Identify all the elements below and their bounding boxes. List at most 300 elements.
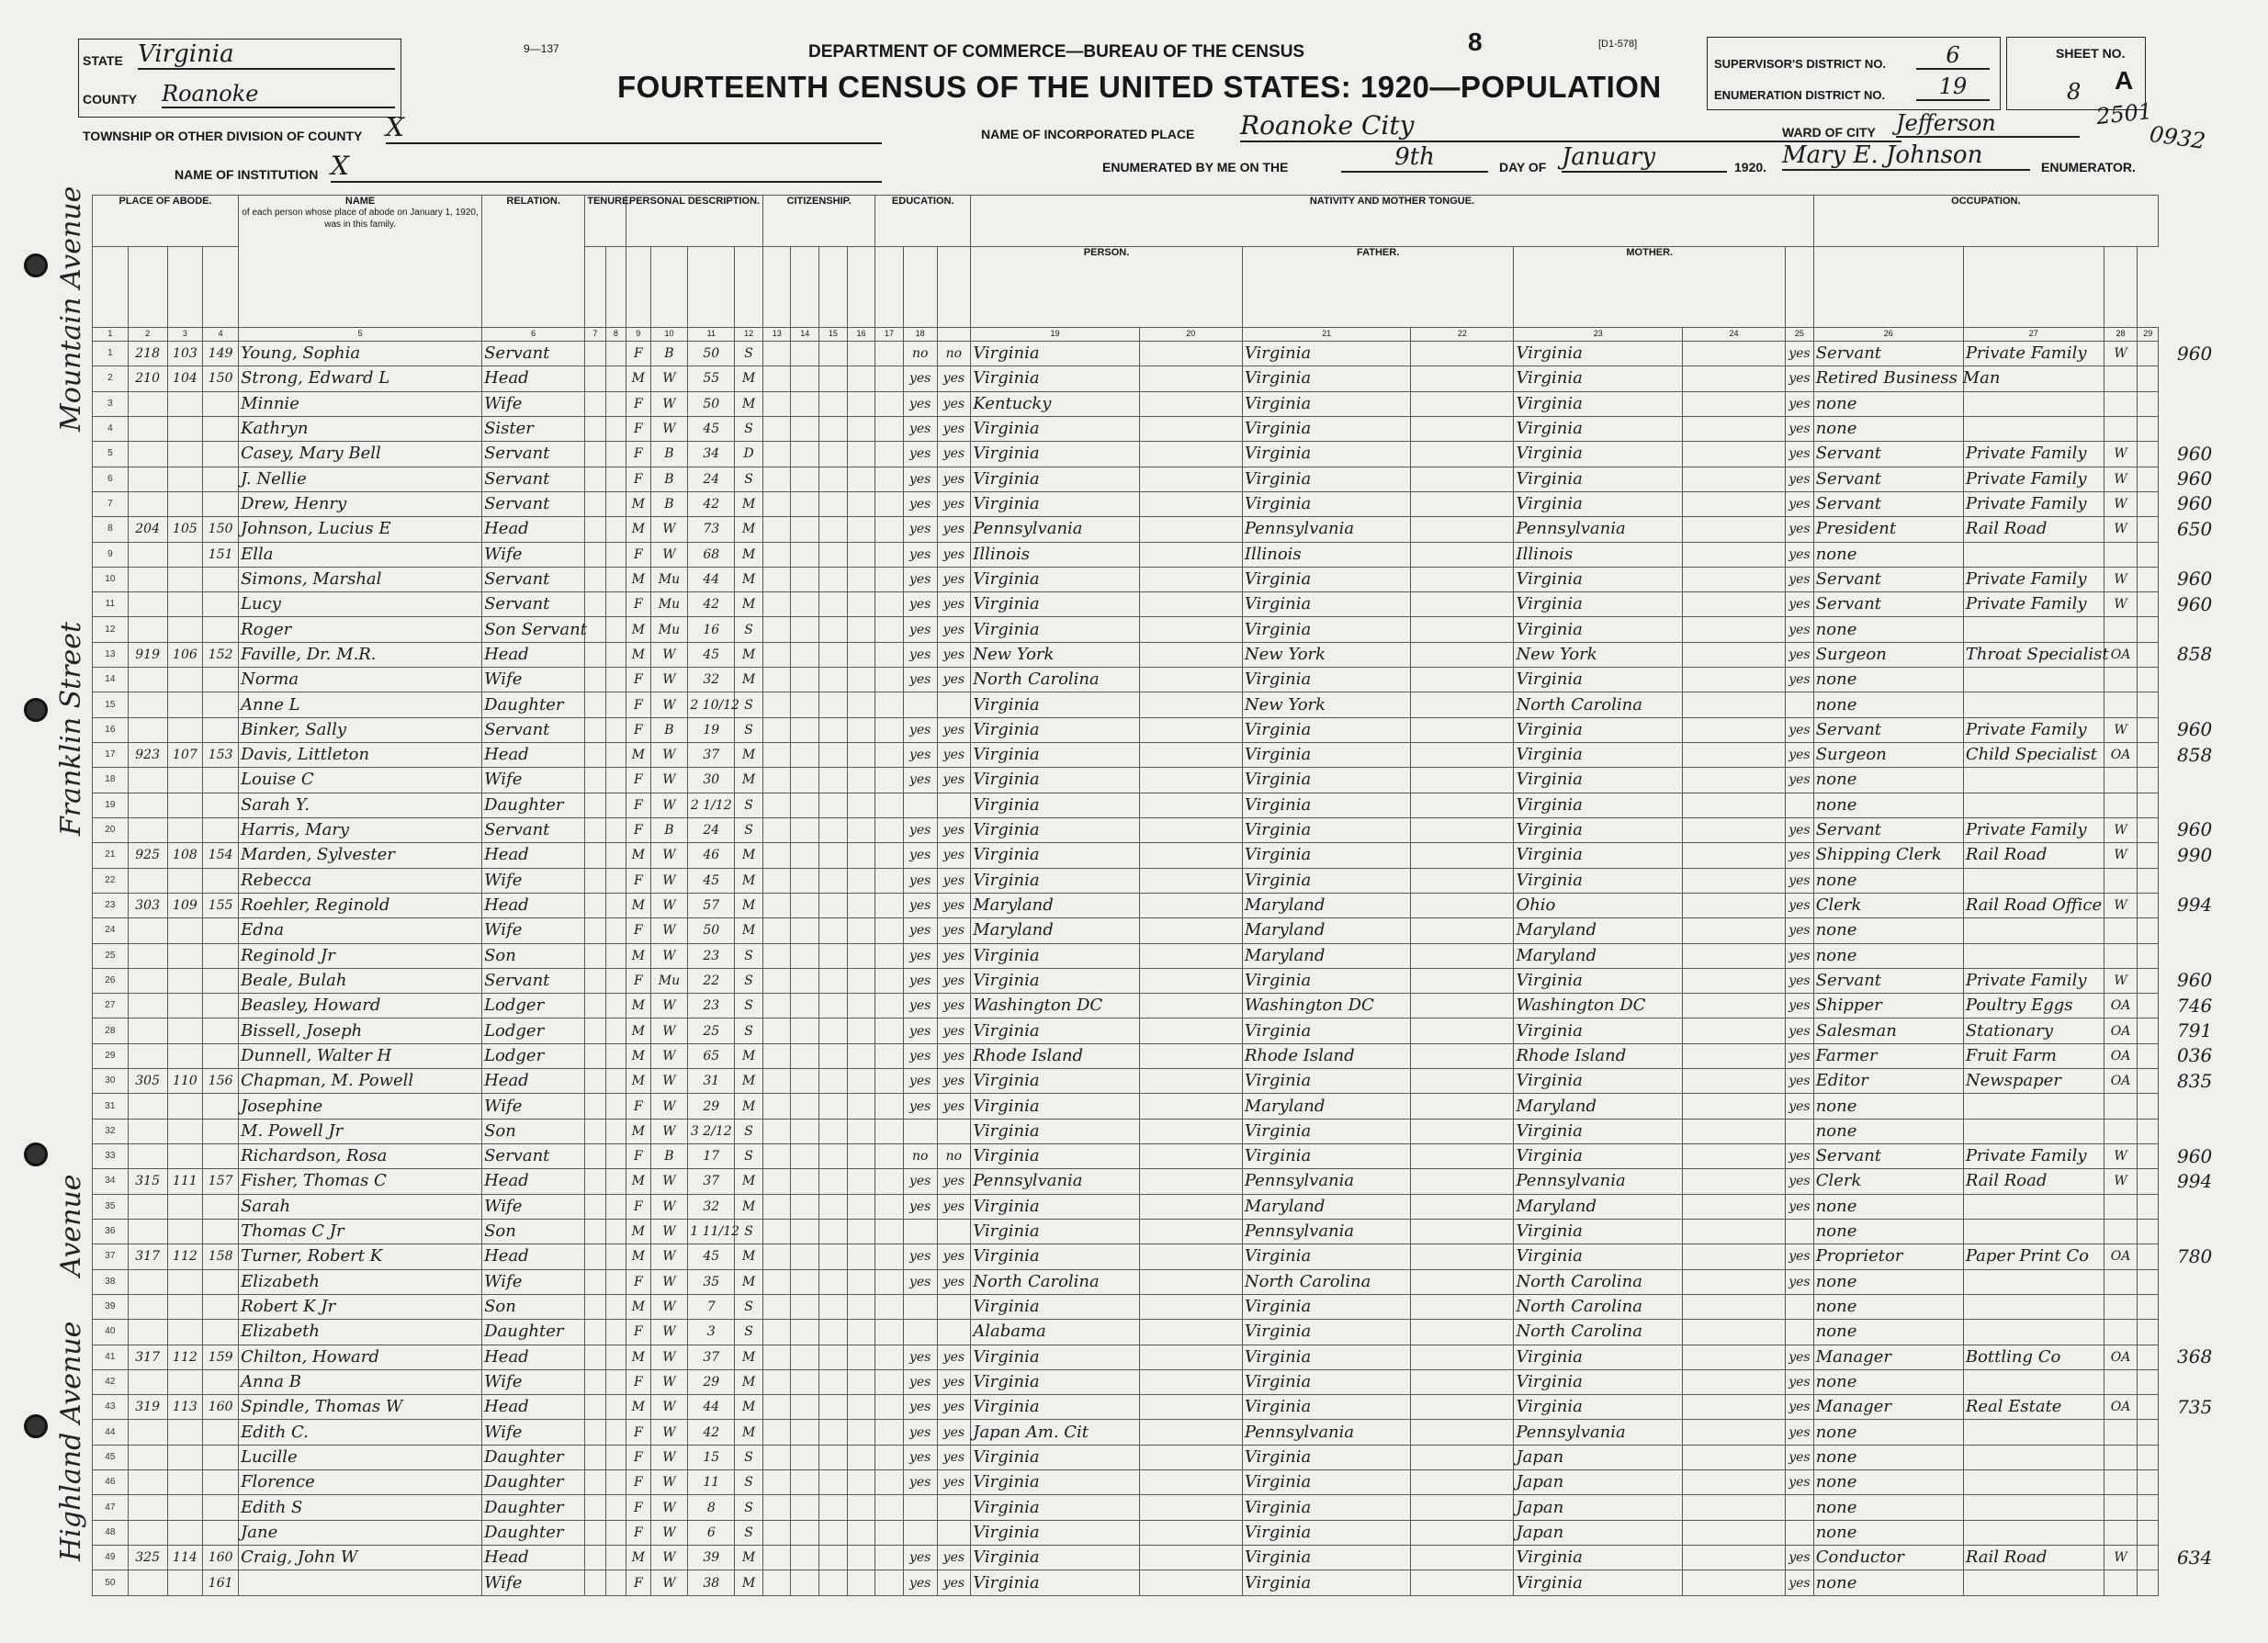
father-birthplace-cell: Virginia — [1242, 1345, 1410, 1369]
person-name-cell: Edith S — [239, 1495, 482, 1520]
can-write-cell: yes — [937, 1244, 971, 1269]
can-write-cell: yes — [937, 491, 971, 516]
street-number-cell: 925 — [128, 843, 167, 868]
line-number-cell: 5 — [93, 442, 129, 467]
person-name-cell: Kathryn — [239, 416, 482, 441]
industry-cell — [1963, 692, 2104, 717]
can-write-cell: yes — [937, 1345, 971, 1369]
birthplace-cell: Virginia — [971, 1495, 1139, 1520]
dwelling-number-cell — [167, 1194, 203, 1219]
mother-birthplace-cell: Virginia — [1514, 342, 1682, 366]
dwelling-number-cell: 107 — [167, 743, 203, 768]
marital-status-cell: M — [735, 868, 763, 893]
can-read-cell: no — [903, 1144, 937, 1169]
mother-birthplace-cell: Pennsylvania — [1514, 1420, 1682, 1445]
mother-birthplace-cell: North Carolina — [1514, 692, 1682, 717]
table-row — [93, 617, 2159, 642]
birthplace-cell: Virginia — [971, 717, 1139, 742]
mother-birthplace-cell: Japan — [1514, 1520, 1682, 1545]
family-number-cell — [203, 1043, 239, 1068]
sex-cell: F — [626, 391, 651, 416]
class-of-worker-cell: OA — [2104, 1069, 2138, 1094]
relation-cell: Head — [482, 743, 585, 768]
industry-cell: Private Family — [1963, 491, 2104, 516]
can-write-cell: no — [937, 1144, 971, 1169]
relation-cell: Head — [482, 893, 585, 917]
mother-birthplace-cell: Virginia — [1514, 817, 1682, 842]
mother-birthplace-cell: Ohio — [1514, 893, 1682, 917]
sex-cell: M — [626, 1018, 651, 1043]
age-cell: 37 — [688, 1169, 735, 1194]
day-of-label: DAY OF — [1499, 160, 1547, 174]
person-name-cell: Elizabeth — [239, 1320, 482, 1345]
relation-cell: Daughter — [482, 1320, 585, 1345]
trade-cell: none — [1813, 868, 1963, 893]
father-birthplace-cell: Virginia — [1242, 717, 1410, 742]
township-value: X — [386, 112, 882, 144]
can-write-cell: yes — [937, 717, 971, 742]
relation-cell: Wife — [482, 1269, 585, 1294]
can-read-cell — [903, 1495, 937, 1520]
person-name-cell: Roger — [239, 617, 482, 642]
table-row — [93, 391, 2159, 416]
occupation-code: 780 — [2177, 1244, 2213, 1267]
birthplace-cell: Virginia — [971, 1119, 1139, 1143]
speaks-english-cell: yes — [1786, 1570, 1814, 1596]
street-note-franklin: Franklin Street — [55, 621, 87, 836]
can-write-cell: yes — [937, 843, 971, 868]
class-of-worker-cell: W — [2104, 592, 2138, 617]
can-read-cell: yes — [903, 517, 937, 542]
can-read-cell: yes — [903, 1043, 937, 1068]
birthplace-cell: Virginia — [971, 1570, 1139, 1596]
relation-cell: Servant — [482, 567, 585, 591]
dwelling-number-cell: 112 — [167, 1345, 203, 1369]
can-write-cell: yes — [937, 817, 971, 842]
table-row — [93, 1470, 2159, 1495]
trade-cell: none — [1813, 1369, 1963, 1394]
race-cell: W — [650, 668, 688, 692]
family-number-cell — [203, 442, 239, 467]
speaks-english-cell: yes — [1786, 843, 1814, 868]
trade-cell: Servant — [1813, 717, 1963, 742]
class-of-worker-cell — [2104, 943, 2138, 968]
table-row — [93, 342, 2159, 366]
occupation-code: 735 — [2177, 1395, 2213, 1418]
can-write-cell: yes — [937, 1269, 971, 1294]
line-number-cell: 25 — [93, 943, 129, 968]
person-name-cell: Beasley, Howard — [239, 994, 482, 1018]
person-name-cell: Sarah Y. — [239, 793, 482, 817]
table-row — [93, 1119, 2159, 1143]
family-number-cell — [203, 617, 239, 642]
age-cell: 30 — [688, 768, 735, 793]
mother-birthplace-cell: Virginia — [1514, 968, 1682, 993]
marital-status-cell: M — [735, 1194, 763, 1219]
dwelling-number-cell: 111 — [167, 1169, 203, 1194]
sex-cell: M — [626, 1546, 651, 1570]
table-row — [93, 918, 2159, 943]
can-write-cell — [937, 793, 971, 817]
speaks-english-cell: yes — [1786, 668, 1814, 692]
street-number-cell — [128, 1369, 167, 1394]
person-name-cell: Young, Sophia — [239, 342, 482, 366]
birthplace-cell: Virginia — [971, 617, 1139, 642]
trade-cell: none — [1813, 1294, 1963, 1319]
age-cell: 25 — [688, 1018, 735, 1043]
family-number-cell — [203, 717, 239, 742]
trade-cell: Conductor — [1813, 1546, 1963, 1570]
sex-cell: F — [626, 918, 651, 943]
mother-birthplace-cell: Virginia — [1514, 1219, 1682, 1244]
mother-header: MOTHER. — [1514, 247, 1786, 328]
person-name-cell: Lucy — [239, 592, 482, 617]
can-write-cell: yes — [937, 1169, 971, 1194]
family-number-cell: 160 — [203, 1395, 239, 1420]
table-row — [93, 943, 2159, 968]
sex-cell: F — [626, 768, 651, 793]
class-of-worker-cell: OA — [2104, 1043, 2138, 1068]
supervisor-label: SUPERVISOR'S DISTRICT NO. — [1714, 57, 1887, 71]
trade-cell: Manager — [1813, 1345, 1963, 1369]
birthplace-cell: Virginia — [971, 692, 1139, 717]
table-row — [93, 592, 2159, 617]
family-number-cell — [203, 1369, 239, 1394]
family-number-cell — [203, 1470, 239, 1495]
father-birthplace-cell: Virginia — [1242, 416, 1410, 441]
industry-cell — [1963, 1219, 2104, 1244]
table-row — [93, 817, 2159, 842]
street-number-cell — [128, 442, 167, 467]
can-write-cell: yes — [937, 366, 971, 391]
table-row — [93, 968, 2159, 993]
sex-cell: M — [626, 491, 651, 516]
trade-cell: none — [1813, 1194, 1963, 1219]
marital-status-cell: M — [735, 1244, 763, 1269]
family-number-cell — [203, 968, 239, 993]
speaks-english-cell: yes — [1786, 743, 1814, 768]
street-number-cell — [128, 968, 167, 993]
street-number-cell — [128, 1320, 167, 1345]
family-number-cell — [203, 692, 239, 717]
sex-cell: F — [626, 592, 651, 617]
age-cell: 55 — [688, 366, 735, 391]
mother-birthplace-cell: Virginia — [1514, 1069, 1682, 1094]
marital-status-cell: S — [735, 692, 763, 717]
line-number-cell: 47 — [93, 1495, 129, 1520]
father-birthplace-cell: Virginia — [1242, 968, 1410, 993]
can-read-cell: yes — [903, 1269, 937, 1294]
speaks-english-cell: yes — [1786, 517, 1814, 542]
birthplace-cell: Virginia — [971, 491, 1139, 516]
age-cell: 37 — [688, 1345, 735, 1369]
sex-cell: F — [626, 467, 651, 491]
relation-cell: Wife — [482, 1420, 585, 1445]
dwelling-number-cell: 112 — [167, 1244, 203, 1269]
can-read-cell — [903, 692, 937, 717]
birthplace-cell: Virginia — [971, 868, 1139, 893]
race-cell: Mu — [650, 567, 688, 591]
dwelling-number-cell — [167, 668, 203, 692]
birthplace-cell: North Carolina — [971, 1269, 1139, 1294]
family-number-cell — [203, 1194, 239, 1219]
industry-cell — [1963, 1194, 2104, 1219]
person-name-cell: Fisher, Thomas C — [239, 1169, 482, 1194]
mother-birthplace-cell: Maryland — [1514, 1194, 1682, 1219]
race-cell: W — [650, 1320, 688, 1345]
marital-status-cell: M — [735, 1420, 763, 1445]
line-number-cell: 2 — [93, 366, 129, 391]
mother-birthplace-cell: Virginia — [1514, 442, 1682, 467]
marital-status-cell: S — [735, 342, 763, 366]
street-number-cell — [128, 1470, 167, 1495]
line-number-cell: 34 — [93, 1169, 129, 1194]
street-number-cell — [128, 943, 167, 968]
dwelling-number-cell — [167, 1294, 203, 1319]
father-birthplace-cell: New York — [1242, 692, 1410, 717]
relation-cell: Servant — [482, 491, 585, 516]
age-cell: 39 — [688, 1546, 735, 1570]
line-number-cell: 29 — [93, 1043, 129, 1068]
race-cell: W — [650, 642, 688, 667]
line-number-cell: 39 — [93, 1294, 129, 1319]
can-read-cell: yes — [903, 1445, 937, 1469]
table-row — [93, 692, 2159, 717]
speaks-english-cell: yes — [1786, 717, 1814, 742]
person-name-cell: Robert K Jr — [239, 1294, 482, 1319]
father-birthplace-cell: Virginia — [1242, 1395, 1410, 1420]
line-number-cell: 12 — [93, 617, 129, 642]
trade-cell: none — [1813, 1094, 1963, 1119]
marital-status-cell: S — [735, 617, 763, 642]
industry-cell — [1963, 943, 2104, 968]
sex-cell: M — [626, 994, 651, 1018]
father-birthplace-cell: Virginia — [1242, 391, 1410, 416]
can-read-cell — [903, 1294, 937, 1319]
class-of-worker-cell: OA — [2104, 1395, 2138, 1420]
person-name-cell: Edith C. — [239, 1420, 482, 1445]
occupation-code: 036 — [2177, 1044, 2213, 1067]
relation-cell: Head — [482, 1244, 585, 1269]
sex-cell: M — [626, 1219, 651, 1244]
speaks-english-cell: yes — [1786, 592, 1814, 617]
birthplace-cell: Virginia — [971, 416, 1139, 441]
can-read-cell: yes — [903, 994, 937, 1018]
line-number-cell: 31 — [93, 1094, 129, 1119]
dwelling-number-cell — [167, 617, 203, 642]
race-cell: Mu — [650, 617, 688, 642]
marital-status-cell: M — [735, 1069, 763, 1094]
occupation-code: 858 — [2177, 643, 2213, 666]
street-number-cell: 303 — [128, 893, 167, 917]
class-of-worker-cell: W — [2104, 491, 2138, 516]
trade-cell: Manager — [1813, 1395, 1963, 1420]
industry-cell: Private Family — [1963, 467, 2104, 491]
street-number-cell — [128, 1219, 167, 1244]
can-read-cell: yes — [903, 1169, 937, 1194]
can-write-cell: yes — [937, 1445, 971, 1469]
class-of-worker-cell — [2104, 793, 2138, 817]
occupation-code: 960 — [2177, 467, 2213, 490]
dwelling-number-cell: 106 — [167, 642, 203, 667]
trade-cell: none — [1813, 1119, 1963, 1143]
class-of-worker-cell: W — [2104, 893, 2138, 917]
age-cell: 29 — [688, 1094, 735, 1119]
trade-cell: none — [1813, 1219, 1963, 1244]
occupation-code: 960 — [2177, 492, 2213, 515]
can-read-cell: yes — [903, 943, 937, 968]
can-read-cell: yes — [903, 717, 937, 742]
state-county-box — [78, 39, 401, 118]
trade-cell: none — [1813, 793, 1963, 817]
father-birthplace-cell: Virginia — [1242, 366, 1410, 391]
speaks-english-cell: yes — [1786, 467, 1814, 491]
relation-cell: Servant — [482, 592, 585, 617]
county-label: COUNTY — [83, 92, 138, 107]
father-birthplace-cell: Virginia — [1242, 1495, 1410, 1520]
speaks-english-cell: yes — [1786, 817, 1814, 842]
marital-status-cell: S — [735, 1445, 763, 1469]
relation-cell: Head — [482, 1395, 585, 1420]
race-cell: W — [650, 1345, 688, 1369]
age-cell: 24 — [688, 467, 735, 491]
class-of-worker-cell: OA — [2104, 642, 2138, 667]
race-cell: W — [650, 1420, 688, 1445]
ward-label: WARD OF CITY — [1782, 125, 1876, 140]
speaks-english-cell: yes — [1786, 617, 1814, 642]
sex-cell: M — [626, 567, 651, 591]
can-read-cell: no — [903, 342, 937, 366]
street-number-cell — [128, 1294, 167, 1319]
street-number-cell — [128, 1119, 167, 1143]
trade-cell: none — [1813, 692, 1963, 717]
father-birthplace-cell: Virginia — [1242, 743, 1410, 768]
sex-cell: F — [626, 416, 651, 441]
trade-cell: Editor — [1813, 1069, 1963, 1094]
speaks-english-cell: yes — [1786, 416, 1814, 441]
class-of-worker-cell: W — [2104, 817, 2138, 842]
line-number-cell: 13 — [93, 642, 129, 667]
speaks-english-cell: yes — [1786, 1395, 1814, 1420]
birthplace-cell: Alabama — [971, 1320, 1139, 1345]
class-of-worker-cell: W — [2104, 843, 2138, 868]
dwelling-number-cell — [167, 1420, 203, 1445]
can-write-cell: yes — [937, 391, 971, 416]
race-cell: W — [650, 1043, 688, 1068]
race-cell: W — [650, 692, 688, 717]
person-name-cell: Harris, Mary — [239, 817, 482, 842]
trade-cell: Salesman — [1813, 1018, 1963, 1043]
class-of-worker-cell — [2104, 1420, 2138, 1445]
can-write-cell: yes — [937, 668, 971, 692]
relation-cell: Head — [482, 517, 585, 542]
street-number-cell — [128, 1144, 167, 1169]
father-birthplace-cell: Virginia — [1242, 442, 1410, 467]
speaks-english-cell: yes — [1786, 1369, 1814, 1394]
race-cell: W — [650, 1069, 688, 1094]
trade-cell: Servant — [1813, 342, 1963, 366]
class-of-worker-cell: W — [2104, 717, 2138, 742]
class-of-worker-cell — [2104, 1094, 2138, 1119]
line-number-cell: 28 — [93, 1018, 129, 1043]
relation-cell: Wife — [482, 391, 585, 416]
can-read-cell: yes — [903, 1194, 937, 1219]
race-cell: W — [650, 1570, 688, 1596]
group-occupation: OCCUPATION. — [1813, 196, 2158, 247]
marital-status-cell: M — [735, 592, 763, 617]
age-cell: 8 — [688, 1495, 735, 1520]
father-birthplace-cell: Maryland — [1242, 1094, 1410, 1119]
can-read-cell: yes — [903, 1345, 937, 1369]
sex-cell: F — [626, 1495, 651, 1520]
can-read-cell — [903, 1219, 937, 1244]
mother-birthplace-cell: Illinois — [1514, 542, 1682, 567]
mother-birthplace-cell: Virginia — [1514, 467, 1682, 491]
can-read-cell: yes — [903, 768, 937, 793]
speaks-english-cell: yes — [1786, 918, 1814, 943]
group-name — [239, 196, 482, 328]
relation-cell: Servant — [482, 342, 585, 366]
age-cell: 17 — [688, 1144, 735, 1169]
speaks-english-cell: yes — [1786, 1546, 1814, 1570]
family-number-cell: 154 — [203, 843, 239, 868]
can-read-cell: yes — [903, 1069, 937, 1094]
marital-status-cell: S — [735, 817, 763, 842]
birthplace-cell: New York — [971, 642, 1139, 667]
family-number-cell: 157 — [203, 1169, 239, 1194]
age-cell: 6 — [688, 1520, 735, 1545]
class-of-worker-cell: OA — [2104, 743, 2138, 768]
can-write-cell — [937, 1495, 971, 1520]
mother-birthplace-cell: Japan — [1514, 1445, 1682, 1469]
industry-cell — [1963, 1320, 2104, 1345]
family-number-cell — [203, 994, 239, 1018]
census-table: PLACE OF ABODE. NAME of each person whose place of abode on January 1, 1920, was in this family. RELATION. TENURE. PERSONAL DESCRIPTION. CITIZENSHIP. EDUCATION. NATIVITY AND MOTHER TONGUE. OCCUPATION. PERSON. FATHER. MOTHER. 1 2 3 4 5 6 7 8 9 10 11 12 13 14 15 16 17 18 19 20 21 22 23 24 25 26 27 28 29 1 218 103 149 Young, Sophia Servant F B 50 S no no Virginia Virginia Virginia yes Servant Private Family W 2 210 104 150 Strong, Edward L Head M W 55 M yes yes Virginia Virginia Virginia yes Retired Business Man 3 Minnie Wife F W 50 M yes yes Kentucky Virginia Virginia yes none 4 Kathryn Sister F W 45 S yes yes Virginia Virginia Virginia yes none 5 Casey, Mary Bell Servant F B 34 D yes yes Virginia Virginia Virginia yes Servant Private Family W 6 J. Nellie Servant F B 24 S yes yes Virginia Virginia Virginia yes Servant Private Family W 7 Drew, Henry Servant M B 42 M yes yes Virginia Virginia Virginia yes Servant Private Family W 8 204 105 150 Johnson, Lucius E Head M W 73 M yes yes Pennsylvania Pennsylvania Pennsylvania yes President Rail Road W 9 151 Ella Wife F W 68 M yes yes Illinois Illinois Illinois yes none 10 Simons, Marshal Servant M Mu 44 M yes yes Virginia Virginia Virginia yes Servant Private Family W 11 Lucy Servant F Mu 42 M yes yes Virginia Virginia Virginia yes Servant Private Family W 12 Roger Son Servant M Mu 16 S yes yes Virginia Virginia Virginia yes none 13 919 106 152 Faville, Dr. M.R. Head M W 45 M yes yes New York New York New York yes Surgeon Throat Specialist OA 14 Norma Wife F W 32 M yes yes North Carolina Virginia Virginia yes none 15 Anne L Daughter F W 2 10/12 S Virginia New York North Carolina none 16 Binker, Sally Servant F B 19 S yes yes Virginia Virginia Virginia yes Servant Private Family W 17 923 107 153 Davis, Littleton Head M W 37 M yes yes Virginia Virginia Virginia yes Surgeon Child Specialist OA 18 Louise C Wife F W 30 M yes yes Virginia Virginia Virginia yes none 19 Sarah Y. Daughter F W 2 1/12 S Virginia Virginia Virginia none 20 Harris, Mary Servant F B 24 S yes yes Virginia Virginia Virginia yes Servant Private Family W 21 925 108 154 Marden, Sylvester Head M W 46 M yes yes Virginia Virginia Virginia yes Shipping Clerk Rail Road W 22 Rebecca Wife F W 45 M yes yes Virginia Virginia Virginia yes none 23 303 109 155 Roehler, Reginold Head M W 57 M yes yes Maryland Maryland Ohio yes Clerk Rail Road Office W 24 Edna Wife F W 50 M yes yes Maryland Maryland Maryland yes none 25 Reginold Jr Son M W 23 S yes yes Virginia Maryland Maryland yes none 26 Beale, Bulah Servant F Mu 22 S yes yes Virginia Virginia Virginia yes Servant Private Family W 27 Beasley, Howard Lodger M W 23 S yes yes Washington DC Washington DC Washington DC yes Shipper Poultry Eggs OA 28 Bissell, Joseph Lodger M W 25 S yes yes Virginia Virginia Virginia yes Salesman Stationary OA 29 Dunnell, Walter H Lodger M W 65 M yes yes Rhode Island Rhode Island Rhode Island yes Farmer Fruit Farm OA 30 305 110 156 Chapman, M. Powell Head M W 31 M yes yes Virginia Virginia Virginia yes Editor Newspaper OA 31 Josephine Wife F W 29 M yes yes Virginia Maryland Maryland yes none 32 M. Powell Jr Son M W 3 2/12 S Virginia Virginia Virginia none 33 Richardson, Rosa Servant F B 17 S no no Virginia Virginia Virginia yes Servant Private Family W 34 315 111 157 Fisher, Thomas C Head M W 37 M yes yes Pennsylvania Pennsylvania Pennsylvania yes Clerk Rail Road W 35 Sarah Wife F W 32 M yes yes Virginia Maryland Maryland yes none 36 Thomas C Jr Son M W 1 11/12 S Virginia Pennsylvania Virginia none 37 317 112 158 Turner, Robert K Head M W 45 M yes yes Virginia Virginia Virginia yes Proprietor Paper Print Co OA 38 Elizabeth Wife F W 35 M yes yes North Carolina North Carolina North Carolina yes none 39 Robert K Jr Son M W 7 S Virginia Virginia North Carolina none 40 Elizabeth Daughter F W 3 S Alabama Virginia North Carolina none 41 317 112 159 Chilton, Howard Head M W 37 M yes yes Virginia Virginia Virginia yes Manager Bottling Co OA 42 Anna B Wife F W 29 M yes yes Virginia Virginia Virginia yes none 43 319 113 160 Spindle, Thomas W Head M W 44 M yes yes Virginia Virginia Virginia yes Manager Real Estate OA 44 Edith C. Wife F W 42 M yes yes Japan Am. Cit Pennsylvania Pennsylvania yes none 45 Lucille Daughter F W 15 S yes yes Virginia Virginia Japan yes none 46 Florence Daughter F W 11 S yes yes Virginia Virginia Japan yes none 47 Edith S Daughter F W 8 S Virginia Virginia Japan none 48 Jane Daughter F W 6 S Virginia Virginia Japan none 49 325 114 160 Craig, John W Head M W 39 M yes yes Virginia Virginia Virginia yes Conductor Rail Road W 50 161 Wife F W 38 M yes yes Virginia Virginia Virginia yes none — [92, 195, 2159, 1596]
street-number-cell — [128, 768, 167, 793]
street-number-cell — [128, 1094, 167, 1119]
race-cell: W — [650, 1395, 688, 1420]
age-cell: 50 — [688, 391, 735, 416]
father-header: FATHER. — [1242, 247, 1514, 328]
trade-cell: none — [1813, 1520, 1963, 1545]
age-cell: 23 — [688, 994, 735, 1018]
can-write-cell: yes — [937, 868, 971, 893]
sex-cell: F — [626, 817, 651, 842]
group-education: EDUCATION. — [875, 196, 971, 247]
trade-cell: Servant — [1813, 467, 1963, 491]
table-row — [93, 717, 2159, 742]
punch-hole — [24, 698, 48, 722]
person-name-cell: Rebecca — [239, 868, 482, 893]
street-number-cell: 317 — [128, 1345, 167, 1369]
table-row — [93, 1043, 2159, 1068]
table-row — [93, 467, 2159, 491]
line-number-cell: 4 — [93, 416, 129, 441]
marital-status-cell: S — [735, 1219, 763, 1244]
father-birthplace-cell: Illinois — [1242, 542, 1410, 567]
can-write-cell: yes — [937, 768, 971, 793]
age-cell: 42 — [688, 592, 735, 617]
sex-cell: F — [626, 868, 651, 893]
race-cell: W — [650, 843, 688, 868]
age-cell: 2 10/12 — [688, 692, 735, 717]
table-row — [93, 1018, 2159, 1043]
street-number-cell — [128, 1269, 167, 1294]
line-number-cell: 45 — [93, 1445, 129, 1469]
marital-status-cell: M — [735, 843, 763, 868]
table-row — [93, 1369, 2159, 1394]
industry-cell: Rail Road — [1963, 1169, 2104, 1194]
